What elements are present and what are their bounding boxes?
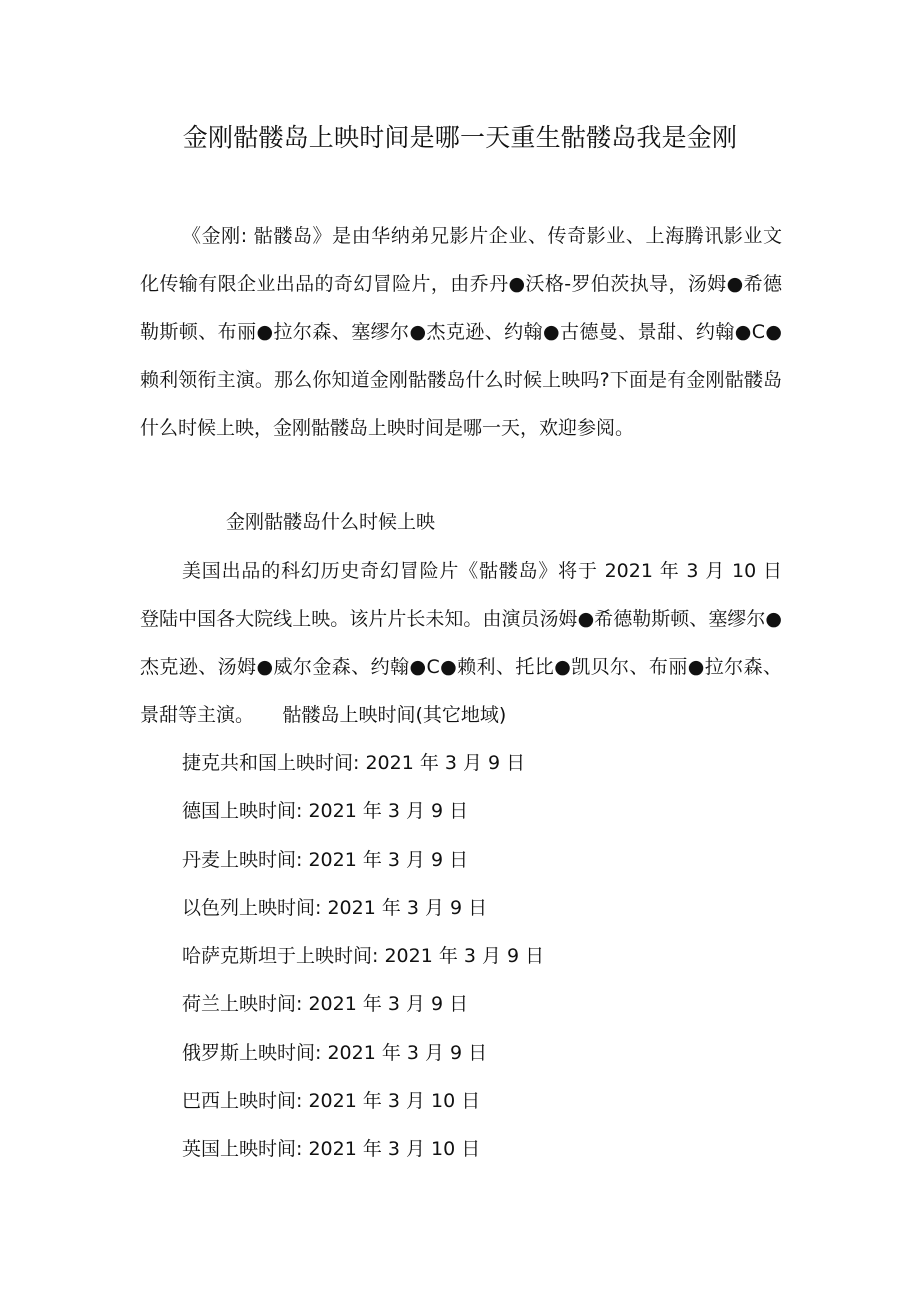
intro-paragraph: 《金刚: 骷髅岛》是由华纳弟兄影片企业、传奇影业、上海腾讯影业文化传输有限企业出品的奇幻冒险片，由乔丹●沃格-罗伯茨执导，汤姆●希德勒斯顿、布丽●拉尔森、塞缪尔●杰克逊、约翰●古德曼、景甜、约翰●C●赖利领衔主演。那么你知道金刚骷髅岛什么时候上映吗?下面是有金刚骷髅岛什么时候上映，金刚骷髅岛上映时间是哪一天，欢迎参阅。	[140, 225, 782, 439]
release-date-item: 捷克共和国上映时间: 2021 年 3 月 9 日	[182, 752, 526, 774]
release-date-list	[182, 739, 544, 1174]
release-date-item: 俄罗斯上映时间: 2021 年 3 月 9 日	[182, 1041, 488, 1064]
section-subheading: 金刚骷髅岛什么时候上映	[226, 511, 436, 533]
release-date-item: 德国上映时间: 2021 年 3 月 9 日	[182, 800, 469, 823]
release-date-item: 以色列上映时间: 2021 年 3 月 9 日	[182, 896, 488, 919]
release-date-item: 哈萨克斯坦于上映时间: 2021 年 3 月 9 日	[182, 945, 545, 968]
release-date-item: 丹麦上映时间: 2021 年 3 月 9 日	[182, 848, 469, 871]
release-date-item: 英国上映时间: 2021 年 3 月 10 日	[182, 1138, 481, 1161]
document-title: 金刚骷髅岛上映时间是哪一天重生骷髅岛我是金刚	[182, 123, 738, 152]
release-date-item: 巴西上映时间: 2021 年 3 月 10 日	[182, 1090, 481, 1113]
release-paragraph: 美国出品的科幻历史奇幻冒险片《骷髅岛》将于 2021 年 3 月 10 日 登陆中国各大院线上映。该片片长未知。由演员汤姆●希德勒斯顿、塞缪尔●杰克逊、汤姆●威尔金森、约翰●C●赖利、托比●凯贝尔、布丽●拉尔森、景甜等主演。 骷髅岛上映时间(其它地域)	[140, 560, 782, 726]
release-date-item: 荷兰上映时间: 2021 年 3 月 9 日	[182, 993, 469, 1016]
